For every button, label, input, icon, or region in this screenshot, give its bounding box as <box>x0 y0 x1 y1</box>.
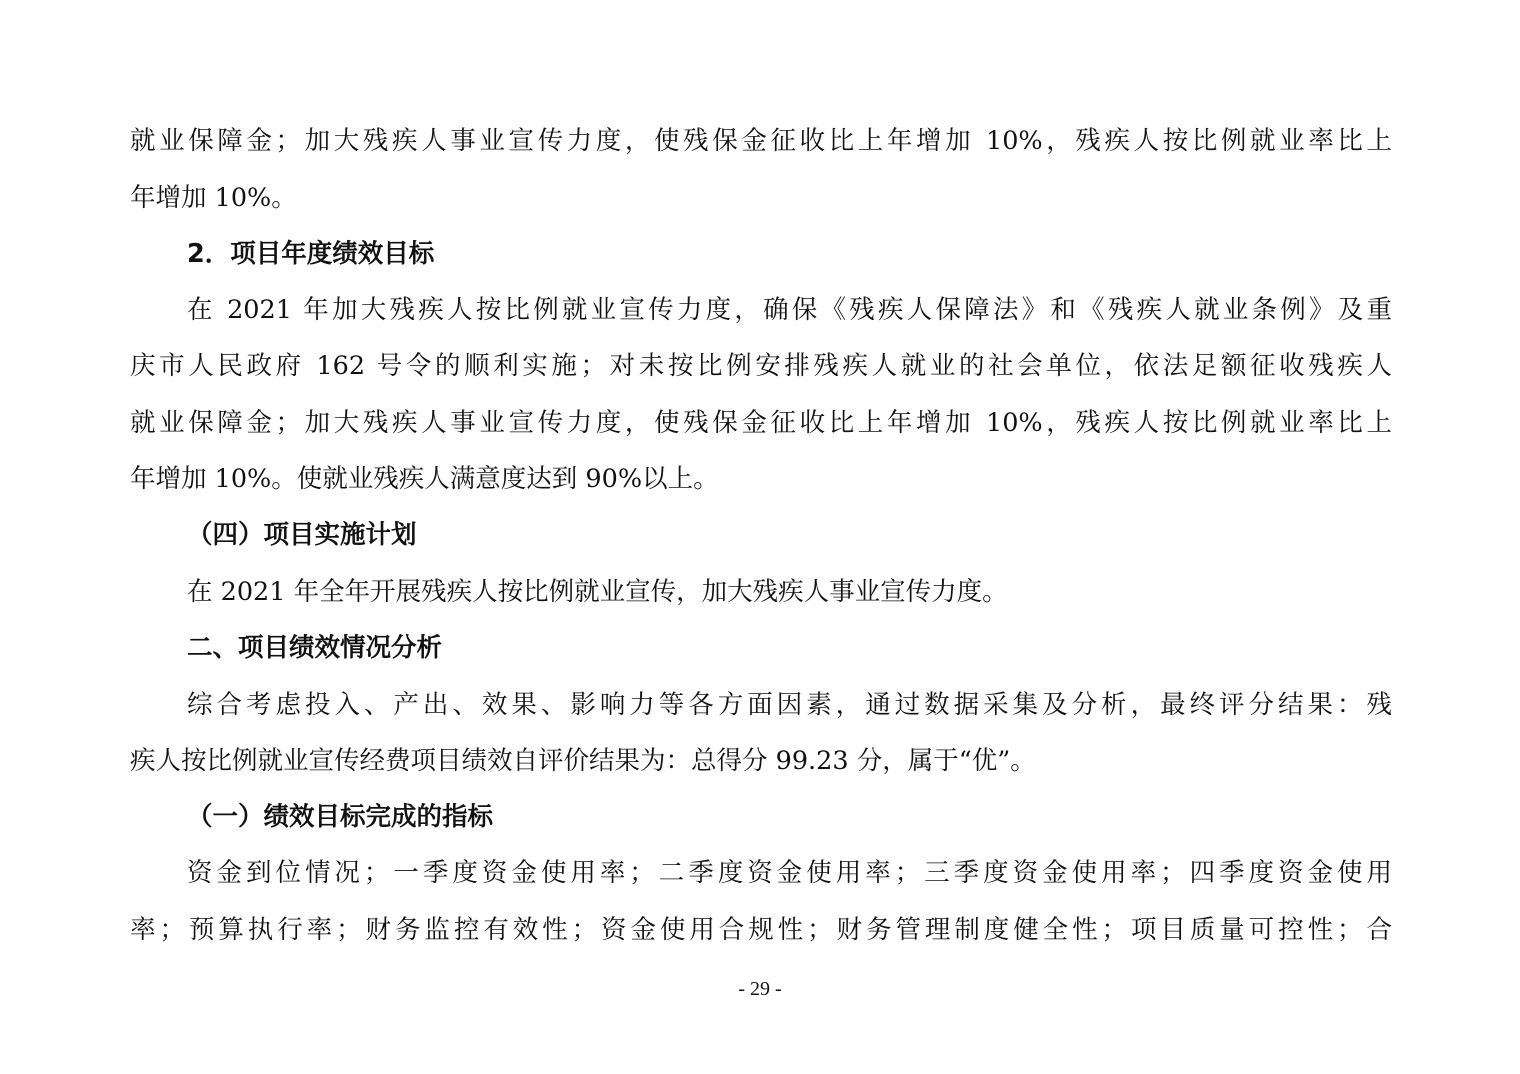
section-heading: 2．项目年度绩效目标 <box>187 239 435 269</box>
section-heading: （一）绩效目标完成的指标 <box>187 802 494 832</box>
page-number: - 29 - <box>738 978 782 1000</box>
paragraph-line: 资金到位情况；一季度资金使用率；二季度资金使用率；三季度资金使用率；四季度资金使用 <box>187 858 1392 888</box>
paragraph-line: 年增加 10%。 <box>130 183 297 213</box>
paragraph-line: 年增加 10%。使就业残疾人满意度达到 90%以上。 <box>130 464 719 494</box>
paragraph-line: 综合考虑投入、产出、效果、影响力等各方面因素，通过数据采集及分析，最终评分结果：残 <box>187 690 1392 720</box>
paragraph-line: 就业保障金；加大残疾人事业宣传力度，使残保金征收比上年增加 10%，残疾人按比例就业率比上 <box>130 126 1392 156</box>
paragraph-line: 庆市人民政府 162 号令的顺利实施；对未按比例安排残疾人就业的社会单位，依法足额征收残疾人 <box>130 351 1392 381</box>
paragraph-line: 率；预算执行率；财务监控有效性；资金使用合规性；财务管理制度健全性；项目质量可控性；合 <box>130 915 1392 945</box>
paragraph-line: 就业保障金；加大残疾人事业宣传力度，使残保金征收比上年增加 10%，残疾人按比例就业率比上 <box>130 408 1392 438</box>
section-heading: 二、项目绩效情况分析 <box>187 633 443 663</box>
section-heading: （四）项目实施计划 <box>187 520 417 550</box>
paragraph-line: 在 2021 年加大残疾人按比例就业宣传力度，确保《残疾人保障法》和《残疾人就业条例》及重 <box>187 295 1392 325</box>
paragraph-line: 在 2021 年全年开展残疾人按比例就业宣传，加大残疾人事业宣传力度。 <box>187 577 1008 607</box>
paragraph-line: 疾人按比例就业宣传经费项目绩效自评价结果为：总得分 99.23 分，属于“优”。 <box>130 746 1036 776</box>
